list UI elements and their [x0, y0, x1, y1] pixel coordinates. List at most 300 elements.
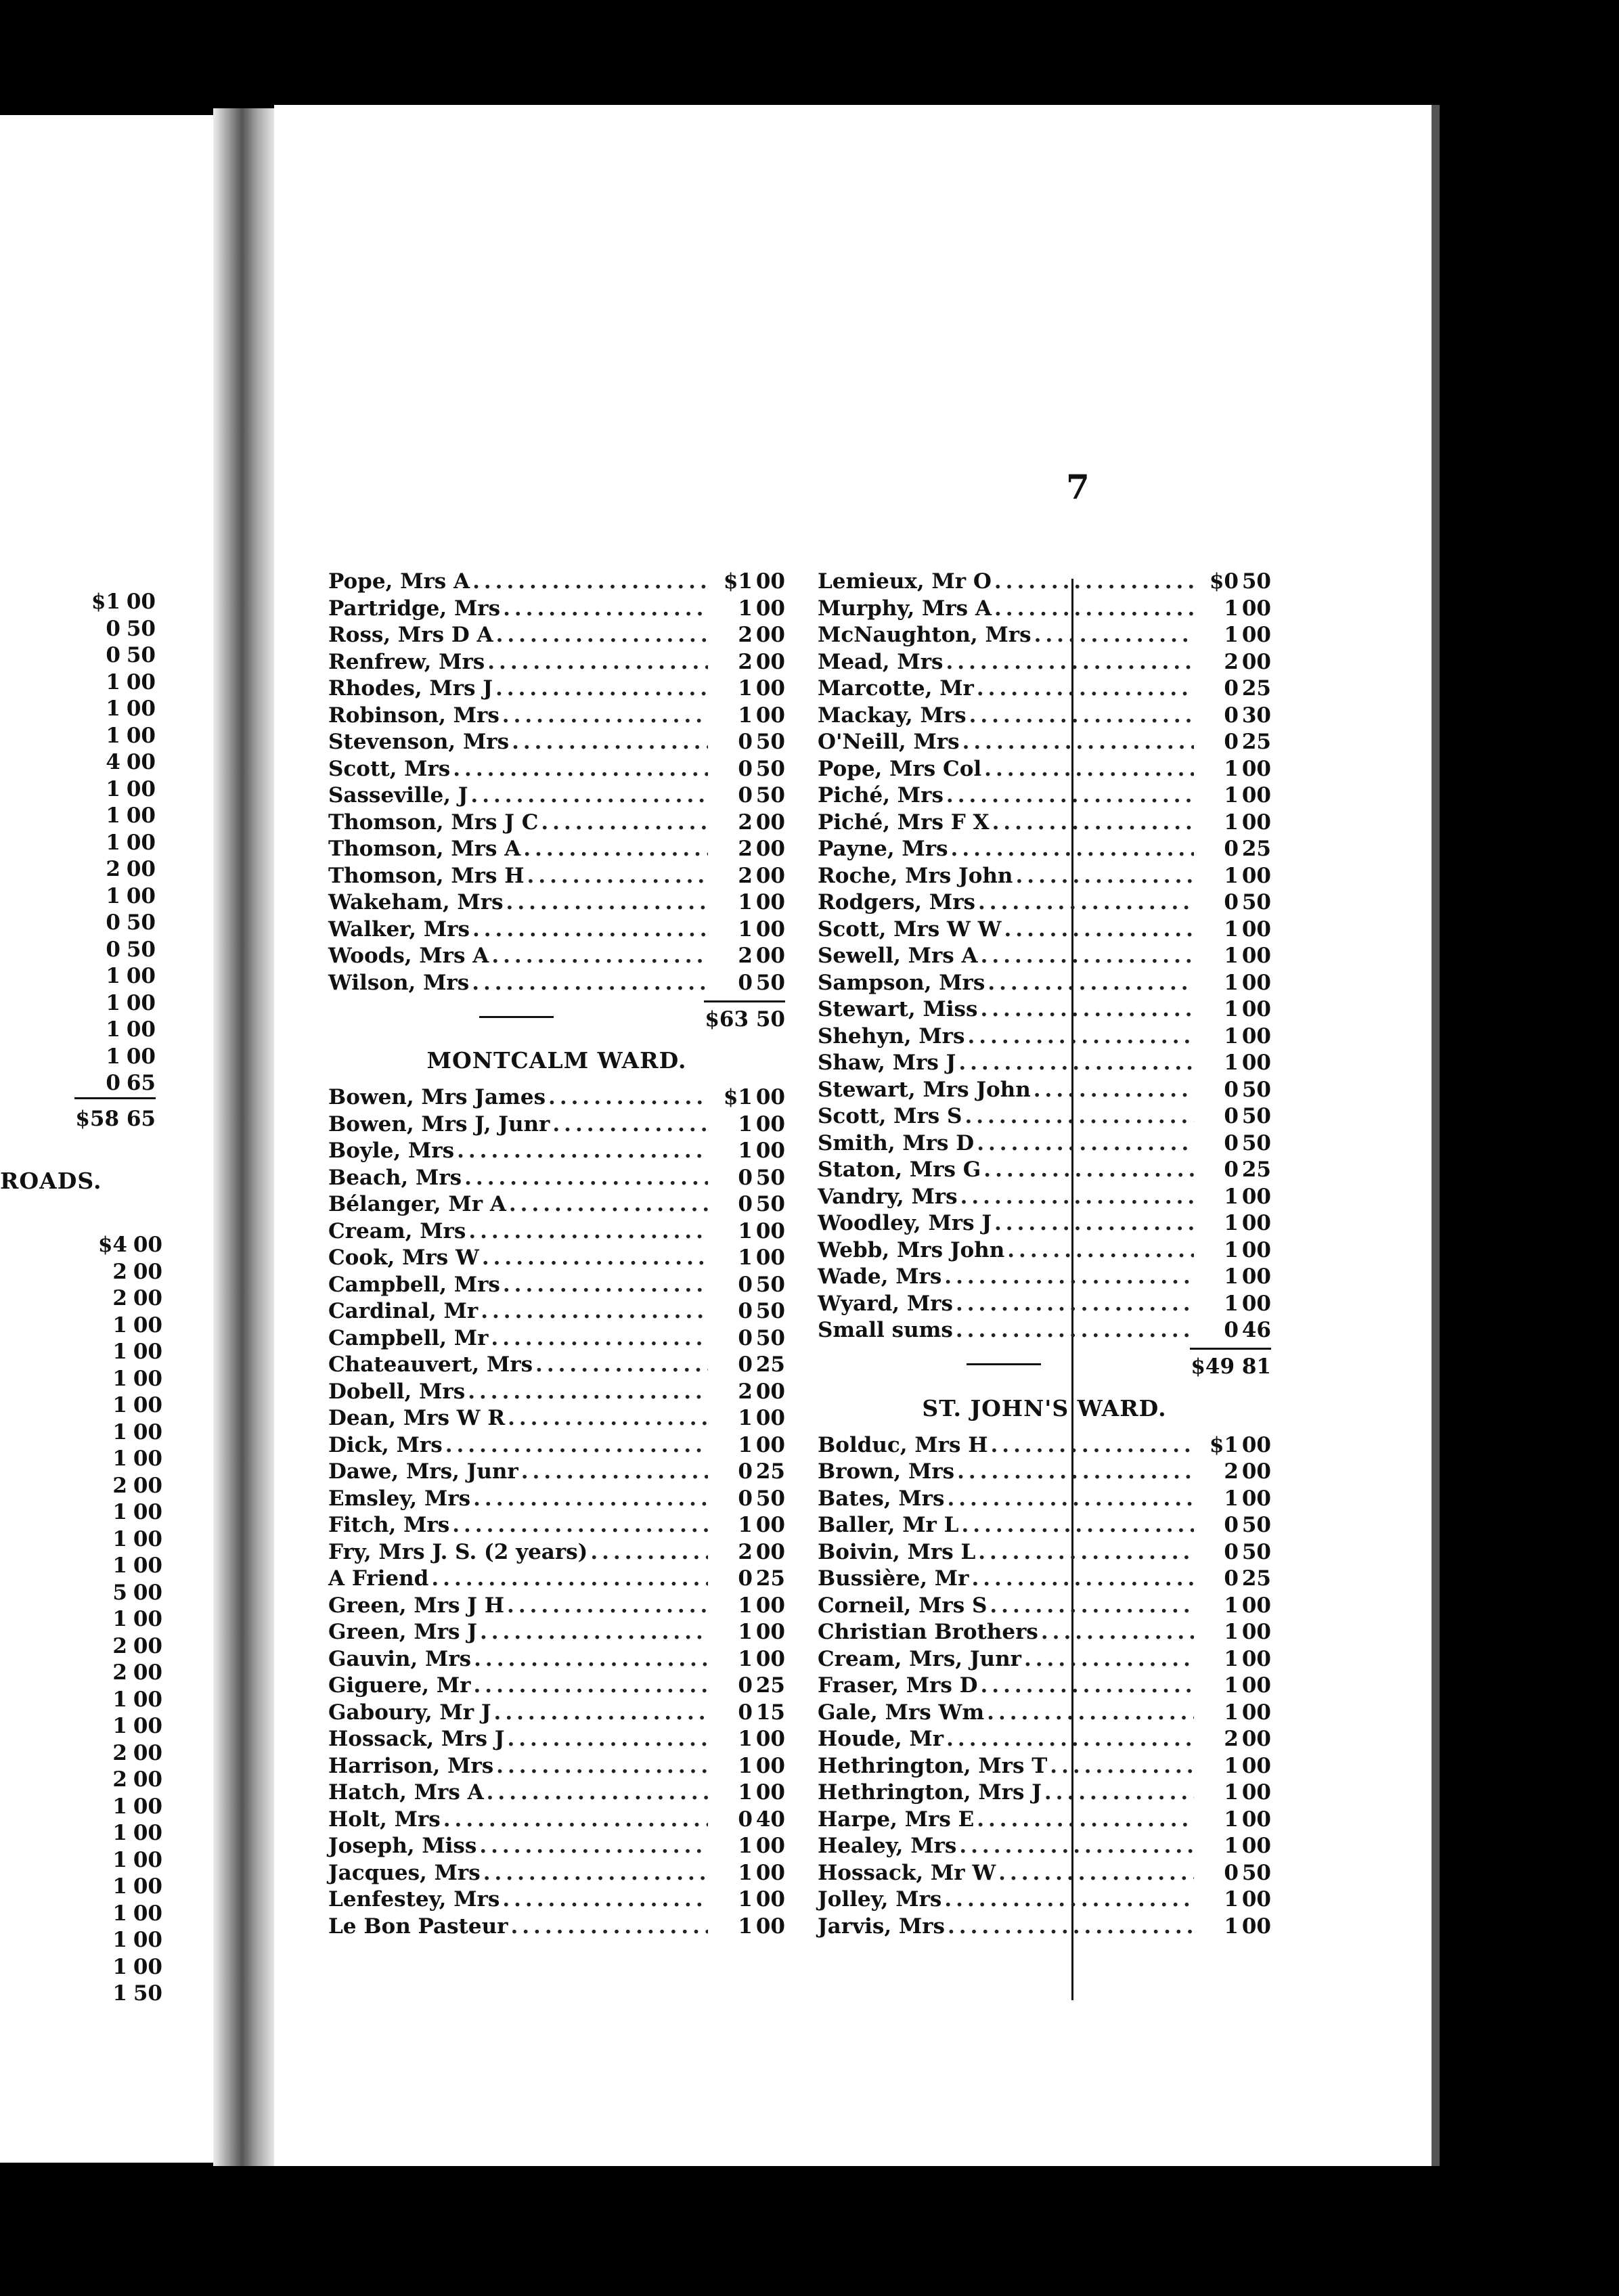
amount-dollars: 1 [112, 1553, 127, 1578]
donor-name: Shehyn, Mrs [818, 1023, 965, 1048]
leader-dots [987, 1700, 1194, 1727]
leader-dots [977, 1807, 1194, 1834]
amount-cents: 00 [755, 1379, 785, 1404]
left-amount-row [0, 1847, 162, 1874]
leader-dots [472, 917, 708, 944]
list-item [818, 1619, 1271, 1646]
list-item [328, 1914, 785, 1941]
amount-cents: 00 [1241, 1914, 1271, 1939]
list-item [818, 1077, 1271, 1104]
donor-name: Cream, Mrs, Junr [818, 1646, 1021, 1671]
amount-dollars: 1 [1224, 970, 1239, 995]
leader-dots [502, 1886, 708, 1914]
amount-cents: 00 [126, 776, 156, 801]
amount-cents: 00 [133, 1500, 162, 1524]
list-item [818, 1566, 1271, 1593]
amount-dollars: 1 [112, 1928, 127, 1952]
left-amount-row [0, 1392, 162, 1419]
donation-amount [711, 810, 785, 837]
donation-amount [1197, 729, 1271, 756]
amount-dollars: 0 [738, 1459, 753, 1484]
left-amount-row [0, 1606, 162, 1633]
list-item [818, 810, 1271, 837]
donor-name: Campbell, Mr [328, 1325, 489, 1350]
donor-name: Le Bon Pasteur [328, 1914, 508, 1939]
amount-cents: 00 [126, 590, 156, 614]
leader-dots [969, 703, 1194, 730]
left-amount-row [0, 1954, 162, 1981]
donor-name: Murphy, Mrs A [818, 596, 992, 621]
leader-dots [445, 1432, 708, 1459]
left-amount-row [0, 963, 156, 990]
amount-dollars: 0 [1224, 1077, 1239, 1102]
amount-dollars: 1 [738, 1834, 753, 1858]
donation-amount [711, 1352, 785, 1379]
donor-name: Christian Brothers [818, 1620, 1038, 1644]
amount-dollars: 1 [738, 1245, 753, 1270]
leader-dots [473, 1486, 708, 1513]
donor-name: Corneil, Mrs S [818, 1593, 988, 1618]
amount-dollars: 1 [1224, 1914, 1239, 1939]
left-amount-row [0, 1526, 162, 1553]
amount-cents: 00 [126, 803, 156, 828]
amount-dollars: 1 [738, 1218, 753, 1243]
amount-cents: 50 [755, 1486, 785, 1511]
donor-name: Jacques, Mrs [328, 1860, 481, 1885]
donation-amount [711, 1593, 785, 1620]
donation-amount [711, 1673, 785, 1700]
donation-amount [711, 756, 785, 783]
amount-cents: 00 [133, 1393, 162, 1417]
leader-dots [508, 1405, 708, 1432]
left-amount-row [0, 1312, 162, 1340]
amount-dollars: 1 [112, 1312, 127, 1338]
leader-dots [1024, 1646, 1194, 1673]
amount-cents: 00 [133, 1366, 162, 1391]
amount-cents: 00 [133, 1847, 162, 1872]
donor-name: Staton, Mrs G [818, 1157, 981, 1182]
leader-dots [468, 1379, 708, 1406]
list-item [818, 1914, 1271, 1941]
donation-amount [1197, 1646, 1271, 1673]
donation-amount [1197, 1726, 1271, 1753]
amount-cents: 00 [1241, 1753, 1271, 1778]
donor-name: Lenfestey, Mrs [328, 1887, 500, 1912]
amount-dollars: 1 [112, 1366, 127, 1391]
amount-dollars: 1 [112, 1526, 127, 1551]
amount-dollars: 1 [106, 990, 120, 1015]
leader-dots [984, 756, 1194, 783]
amount-cents: 00 [126, 1044, 156, 1069]
list-item [328, 649, 785, 676]
donor-name: Vandry, Mrs [818, 1184, 958, 1209]
donation-amount [1197, 703, 1271, 730]
donation-amount [1197, 917, 1271, 944]
amount-dollars: 1 [738, 1646, 753, 1671]
amount-cents: 25 [1241, 1566, 1271, 1591]
total-row [328, 996, 785, 1037]
list-item [818, 1459, 1271, 1486]
leader-dots [961, 1512, 1194, 1539]
left-total: $58 65 [74, 1097, 156, 1140]
amount-dollars: 1 [1224, 1807, 1239, 1832]
donation-amount [1197, 596, 1271, 623]
leader-dots [1034, 622, 1194, 649]
list-item [818, 889, 1271, 917]
list-item [328, 1860, 785, 1887]
amount-cents: 00 [755, 623, 785, 647]
amount-dollars: 1 [1224, 783, 1239, 808]
leader-dots [991, 1432, 1194, 1459]
amount-cents: 00 [1241, 1486, 1271, 1511]
amount-dollars: 1 [1224, 1486, 1239, 1511]
amount-dollars: $1 [91, 590, 120, 614]
ward-heading-st-johns: ST. JOHN'S WARD. [922, 1394, 1167, 1421]
amount-cents: 50 [1241, 1860, 1271, 1885]
amount-cents: 00 [755, 1887, 785, 1912]
leader-dots [1007, 1237, 1194, 1264]
list-item [818, 729, 1271, 756]
donor-name: Cream, Mrs [328, 1218, 466, 1243]
list-item [328, 1886, 785, 1914]
ward-total: $63 50 [704, 1000, 785, 1034]
amount-cents: 00 [1241, 1780, 1271, 1805]
amount-cents: 50 [755, 730, 785, 754]
list-item [328, 1084, 785, 1111]
left-amount-row [0, 1070, 156, 1097]
amount-dollars: 4 [106, 750, 120, 774]
donor-name: Brown, Mrs [818, 1459, 955, 1484]
donor-name: Healey, Mrs [818, 1834, 957, 1858]
list-item [818, 1673, 1271, 1700]
amount-cents: 50 [755, 1299, 785, 1323]
list-item [818, 1833, 1271, 1860]
leader-dots [509, 1191, 708, 1218]
book-gutter [213, 108, 278, 2166]
amount-dollars: 0 [738, 1325, 753, 1350]
amount-cents: 50 [1241, 1513, 1271, 1537]
leader-dots [1050, 1753, 1194, 1780]
amount-dollars: 2 [112, 1740, 127, 1765]
donation-amount [711, 649, 785, 676]
left-amount-row [0, 883, 156, 910]
left-amount-row [0, 723, 156, 750]
donor-name: Fitch, Mrs [328, 1513, 450, 1537]
donation-amount [1197, 1700, 1271, 1727]
amount-dollars: 1 [738, 596, 753, 621]
left-amount-row [0, 1927, 162, 1954]
amount-dollars: 1 [106, 1044, 120, 1069]
leader-dots [480, 1619, 708, 1646]
list-item [818, 1512, 1271, 1539]
amount-cents: 30 [1241, 703, 1271, 728]
left-amount-row [0, 589, 156, 616]
left-amount-row [0, 1981, 162, 2008]
donation-amount [711, 1405, 785, 1432]
amount-dollars: 2 [738, 623, 753, 647]
list-item [818, 1291, 1271, 1318]
leader-dots [967, 1023, 1194, 1051]
amount-cents: 00 [126, 830, 156, 855]
amount-dollars: 2 [1224, 1459, 1239, 1484]
amount-cents: 00 [1241, 1834, 1271, 1858]
donor-name: Mead, Mrs [818, 649, 944, 674]
donor-name: Houde, Mr [818, 1727, 944, 1751]
amount-dollars: $4 [97, 1233, 127, 1257]
amount-cents: 00 [133, 1767, 162, 1792]
leader-dots [495, 676, 708, 703]
amount-dollars: 0 [1224, 1566, 1239, 1591]
amount-dollars: 0 [738, 1566, 753, 1591]
donation-amount [711, 863, 785, 890]
donor-name: Piché, Mrs F X [818, 810, 990, 835]
amount-dollars: 1 [738, 1727, 753, 1751]
leader-dots [481, 1298, 708, 1325]
amount-cents: 00 [755, 1245, 785, 1270]
amount-cents: 00 [755, 810, 785, 835]
amount-cents: 00 [1241, 1727, 1271, 1751]
amount-dollars: 1 [738, 890, 753, 914]
list-item [328, 1379, 785, 1406]
list-item [818, 1700, 1271, 1727]
donation-amount [1197, 970, 1271, 997]
left-amount-row [0, 1687, 162, 1714]
amount-cents: 00 [126, 750, 156, 774]
leader-dots [472, 569, 708, 596]
donor-name: Rodgers, Mrs [818, 890, 975, 914]
donor-name: Wilson, Mrs [328, 970, 470, 995]
left-amount-row [0, 990, 156, 1017]
amount-cents: 00 [1241, 944, 1271, 968]
amount-cents: 00 [1241, 810, 1271, 835]
list-item [818, 756, 1271, 783]
list-item [818, 1807, 1271, 1834]
donor-name: Scott, Mrs [328, 756, 451, 781]
amount-cents: 40 [755, 1807, 785, 1832]
donation-amount [1197, 1753, 1271, 1780]
list-item [328, 1298, 785, 1325]
amount-cents: 50 [755, 783, 785, 808]
donor-name: Jarvis, Mrs [818, 1914, 946, 1939]
donation-amount [711, 1726, 785, 1753]
amount-dollars: 0 [106, 1071, 120, 1095]
leader-dots [1015, 863, 1194, 890]
donation-amount [1197, 1459, 1271, 1486]
amount-cents: 00 [133, 1821, 162, 1845]
amount-cents: 00 [755, 1593, 785, 1618]
donor-name: Smith, Mrs D [818, 1130, 975, 1155]
donation-amount [711, 1646, 785, 1673]
leader-dots [988, 970, 1194, 997]
donation-amount [711, 1459, 785, 1486]
amount-dollars: $1 [1209, 1432, 1239, 1457]
leader-dots [468, 1218, 708, 1245]
left-amount-row [0, 1339, 162, 1366]
donation-amount [711, 917, 785, 944]
amount-dollars: 1 [738, 1753, 753, 1778]
amount-cents: 50 [1241, 1077, 1271, 1102]
left-amount-row [0, 749, 156, 776]
list-item [328, 1673, 785, 1700]
donation-amount [711, 703, 785, 730]
donor-name: Bélanger, Mr A [328, 1192, 506, 1216]
amount-cents: 00 [1241, 1593, 1271, 1618]
amount-cents: 00 [133, 1419, 162, 1444]
donation-amount [1197, 1264, 1271, 1291]
amount-dollars: 1 [1224, 810, 1239, 835]
leader-dots [494, 1700, 708, 1727]
donor-name: Cook, Mrs W [328, 1245, 479, 1270]
ward-list-continued [818, 569, 1271, 1344]
amount-dollars: 0 [106, 937, 120, 962]
amount-cents: 00 [755, 1406, 785, 1430]
donation-amount [1197, 889, 1271, 917]
list-item [328, 1405, 785, 1432]
leader-dots [959, 1833, 1194, 1860]
donor-name: Thomson, Mrs A [328, 837, 521, 861]
amount-cents: 25 [755, 1673, 785, 1698]
amount-cents: 00 [1241, 1051, 1271, 1075]
donor-name: Gauvin, Mrs [328, 1646, 472, 1671]
amount-dollars: 1 [738, 676, 753, 701]
leader-dots [491, 1325, 708, 1352]
donation-amount [711, 782, 785, 810]
list-item [328, 1111, 785, 1139]
donor-name: Webb, Mrs John [818, 1237, 1005, 1262]
donor-name: Gale, Mrs Wm [818, 1700, 985, 1725]
amount-dollars: 2 [738, 1379, 753, 1404]
amount-cents: 00 [1241, 1673, 1271, 1698]
donation-amount [1197, 863, 1271, 890]
amount-dollars: 0 [738, 970, 753, 995]
leader-dots [503, 596, 708, 623]
amount-cents: 00 [133, 1928, 162, 1952]
donation-amount [1197, 1237, 1271, 1264]
amount-cents: 50 [133, 1981, 162, 2006]
amount-cents: 00 [133, 1687, 162, 1712]
list-item [328, 1138, 785, 1165]
leader-dots [482, 1245, 708, 1272]
amount-cents: 00 [133, 1259, 162, 1284]
donation-amount [1197, 1673, 1271, 1700]
list-item [818, 1210, 1271, 1237]
leader-dots [541, 810, 708, 837]
leader-dots [944, 1886, 1194, 1914]
leader-dots [964, 1103, 1194, 1130]
amount-dollars: 1 [112, 1874, 127, 1899]
leader-dots [483, 1860, 708, 1887]
list-item [818, 836, 1271, 863]
donor-name: Boyle, Mrs [328, 1139, 455, 1163]
donor-name: Woods, Mrs A [328, 944, 489, 968]
donation-amount [711, 1111, 785, 1139]
amount-dollars: 1 [1224, 1184, 1239, 1209]
donor-name: Giguere, Mr [328, 1673, 471, 1698]
donation-amount [1197, 1050, 1271, 1077]
donor-name: Piché, Mrs [818, 783, 944, 808]
amount-cents: 00 [755, 917, 785, 942]
list-item [818, 1023, 1271, 1051]
leader-dots [521, 1459, 708, 1486]
amount-dollars: 0 [738, 1192, 753, 1216]
donation-amount [1197, 1807, 1271, 1834]
list-item [818, 1593, 1271, 1620]
amount-cents: 00 [1241, 1887, 1271, 1912]
list-item [328, 970, 785, 997]
leader-dots [971, 1566, 1194, 1593]
amount-cents: 46 [1241, 1318, 1271, 1342]
left-amount-row [0, 1446, 162, 1473]
list-item [818, 863, 1271, 890]
list-item [818, 1237, 1271, 1264]
donor-name: Bowen, Mrs James [328, 1085, 546, 1109]
donor-name: Small sums [818, 1318, 953, 1342]
donation-amount [711, 1298, 785, 1325]
donation-amount [711, 1539, 785, 1566]
donation-amount [1197, 1184, 1271, 1211]
leader-dots [443, 1807, 708, 1834]
leader-dots [946, 782, 1194, 810]
amount-dollars: 1 [106, 723, 120, 748]
donation-amount [1197, 996, 1271, 1023]
leader-dots [994, 596, 1194, 623]
amount-dollars: 2 [112, 1633, 127, 1658]
donation-amount [711, 1833, 785, 1860]
list-item [328, 1218, 785, 1245]
left-amount-row [0, 1473, 162, 1500]
amount-dollars: 1 [1224, 863, 1239, 888]
amount-cents: 00 [755, 1860, 785, 1885]
amount-cents: 25 [1241, 1157, 1271, 1182]
leader-dots [523, 836, 708, 863]
amount-cents: 00 [1241, 1432, 1271, 1457]
amount-cents: 50 [126, 937, 156, 962]
amount-dollars: 1 [1224, 917, 1239, 942]
amount-cents: 00 [133, 1794, 162, 1819]
leader-dots [506, 889, 708, 917]
list-item [818, 1130, 1271, 1157]
ward-list-top [328, 569, 785, 996]
leader-dots [507, 1593, 708, 1620]
list-item [328, 703, 785, 730]
donor-name: Hethrington, Mrs T [818, 1753, 1048, 1778]
donation-amount [1197, 1103, 1271, 1130]
amount-dollars: 1 [1224, 944, 1239, 968]
amount-dollars: 0 [1224, 1104, 1239, 1128]
amount-cents: 00 [133, 1553, 162, 1578]
list-item [818, 703, 1271, 730]
list-item [328, 1807, 785, 1834]
donor-name: Partridge, Mrs [328, 596, 501, 621]
amount-cents: 00 [126, 990, 156, 1015]
left-amount-row [0, 1017, 156, 1044]
list-item [818, 1050, 1271, 1077]
amount-dollars: 5 [112, 1580, 127, 1605]
donation-amount [711, 1379, 785, 1406]
amount-dollars: 1 [1224, 1237, 1239, 1262]
amount-dollars: 1 [1224, 756, 1239, 781]
amount-dollars: 1 [1224, 1753, 1239, 1778]
left-amount-row [0, 1044, 156, 1071]
amount-dollars: 0 [1224, 1513, 1239, 1537]
donation-amount [1197, 836, 1271, 863]
donor-name: Sampson, Mrs [818, 970, 985, 995]
list-item [818, 649, 1271, 676]
left-amount-row [0, 1285, 162, 1312]
amount-dollars: 1 [106, 964, 120, 988]
donor-name: Gaboury, Mr J [328, 1700, 491, 1725]
amount-cents: 50 [126, 616, 156, 641]
